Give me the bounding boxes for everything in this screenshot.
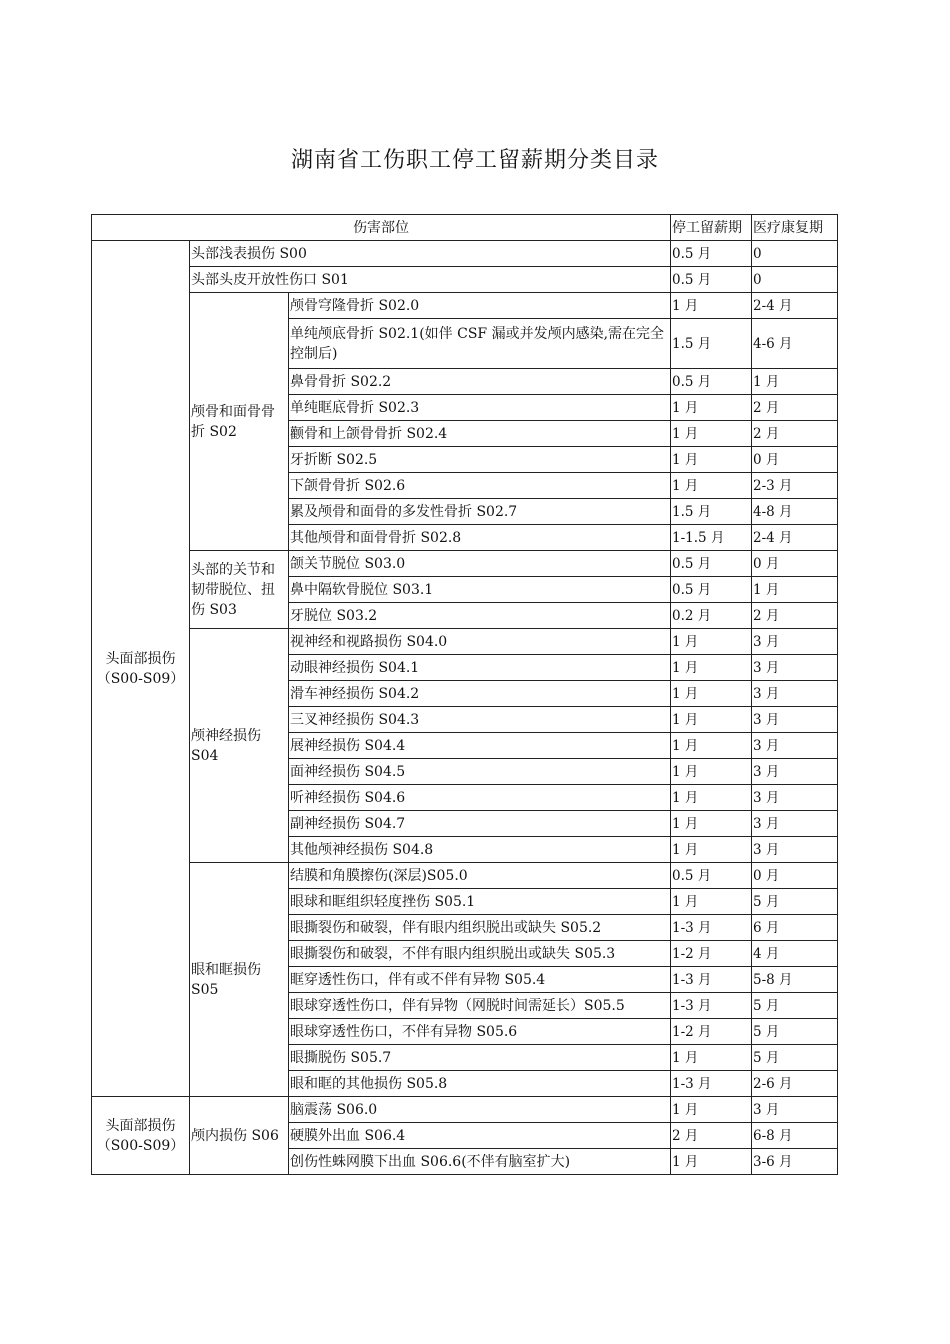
leave-value: 1 月 xyxy=(671,759,752,785)
injury-item: 眼和眶的其他损伤 S05.8 xyxy=(289,1071,671,1097)
injury-item: 颅骨穹隆骨折 S02.0 xyxy=(289,293,671,319)
injury-item: 单纯颅底骨折 S02.1(如伴 CSF 漏或并发颅内感染,需在完全控制后) xyxy=(289,319,671,369)
leave-value: 1 月 xyxy=(671,395,752,421)
injury-item: 眼球和眶组织轻度挫伤 S05.1 xyxy=(289,889,671,915)
rehab-value: 3 月 xyxy=(752,655,838,681)
injury-item: 滑车神经损伤 S04.2 xyxy=(289,681,671,707)
rehab-value: 3 月 xyxy=(752,681,838,707)
injury-item: 听神经损伤 S04.6 xyxy=(289,785,671,811)
leave-value: 0.5 月 xyxy=(671,577,752,603)
rehab-value: 3 月 xyxy=(752,837,838,863)
rehab-value: 6-8 月 xyxy=(752,1123,838,1149)
rehab-value: 5 月 xyxy=(752,1045,838,1071)
rehab-value: 0 月 xyxy=(752,447,838,473)
leave-value: 0.5 月 xyxy=(671,551,752,577)
leave-value: 1.5 月 xyxy=(671,319,752,369)
rehab-value: 2-4 月 xyxy=(752,293,838,319)
rehab-value: 6 月 xyxy=(752,915,838,941)
injury-item: 眶穿透性伤口，伴有或不伴有异物 S05.4 xyxy=(289,967,671,993)
injury-item: 动眼神经损伤 S04.1 xyxy=(289,655,671,681)
rehab-value: 2-3 月 xyxy=(752,473,838,499)
rehab-value: 1 月 xyxy=(752,577,838,603)
leave-value: 1 月 xyxy=(671,785,752,811)
group-s06: 颅内损伤 S06 xyxy=(190,1097,289,1175)
leave-value: 1-1.5 月 xyxy=(671,525,752,551)
injury-item: 眼撕裂伤和破裂，伴有眼内组织脱出或缺失 S05.2 xyxy=(289,915,671,941)
injury-item: 头部浅表损伤 S00 xyxy=(190,241,671,267)
leave-value: 1-3 月 xyxy=(671,915,752,941)
header-region: 伤害部位 xyxy=(92,215,671,241)
leave-value: 0.2 月 xyxy=(671,603,752,629)
injury-item: 面神经损伤 S04.5 xyxy=(289,759,671,785)
injury-item: 颌关节脱位 S03.0 xyxy=(289,551,671,577)
injury-item: 鼻骨骨折 S02.2 xyxy=(289,369,671,395)
table-row xyxy=(92,629,838,655)
leave-value: 0.5 月 xyxy=(671,267,752,293)
leave-value: 1 月 xyxy=(671,1045,752,1071)
rehab-value: 5 月 xyxy=(752,889,838,915)
leave-value: 2 月 xyxy=(671,1123,752,1149)
rehab-value: 0 月 xyxy=(752,551,838,577)
leave-value: 1-2 月 xyxy=(671,941,752,967)
header-rehab-period: 医疗康复期 xyxy=(752,215,838,241)
region-cell-continued: 头面部损伤（S00-S09） xyxy=(92,1097,190,1175)
rehab-value: 4-6 月 xyxy=(752,319,838,369)
rehab-value: 3 月 xyxy=(752,785,838,811)
table-row xyxy=(92,267,838,293)
table-row xyxy=(92,551,838,577)
rehab-value: 2-4 月 xyxy=(752,525,838,551)
rehab-value: 3 月 xyxy=(752,1097,838,1123)
injury-item: 眼球穿透性伤口，不伴有异物 S05.6 xyxy=(289,1019,671,1045)
rehab-value: 3 月 xyxy=(752,707,838,733)
leave-value: 1 月 xyxy=(671,447,752,473)
injury-item: 颧骨和上颌骨骨折 S02.4 xyxy=(289,421,671,447)
injury-item: 鼻中隔软骨脱位 S03.1 xyxy=(289,577,671,603)
leave-value: 0.5 月 xyxy=(671,863,752,889)
rehab-value: 5-8 月 xyxy=(752,967,838,993)
rehab-value: 3 月 xyxy=(752,811,838,837)
group-s03: 头部的关节和韧带脱位、扭伤 S03 xyxy=(190,551,289,629)
leave-value: 1 月 xyxy=(671,733,752,759)
injury-item: 牙脱位 S03.2 xyxy=(289,603,671,629)
rehab-value: 2-6 月 xyxy=(752,1071,838,1097)
rehab-value: 5 月 xyxy=(752,993,838,1019)
leave-value: 1 月 xyxy=(671,889,752,915)
injury-item: 视神经和视路损伤 S04.0 xyxy=(289,629,671,655)
leave-value: 1 月 xyxy=(671,655,752,681)
rehab-value: 5 月 xyxy=(752,1019,838,1045)
leave-value: 1-3 月 xyxy=(671,1071,752,1097)
injury-item: 硬膜外出血 S06.4 xyxy=(289,1123,671,1149)
leave-value: 1-3 月 xyxy=(671,993,752,1019)
injury-item: 眼撕裂伤和破裂，不伴有眼内组织脱出或缺失 S05.3 xyxy=(289,941,671,967)
rehab-value: 3 月 xyxy=(752,733,838,759)
leave-value: 1.5 月 xyxy=(671,499,752,525)
table-row xyxy=(92,1097,838,1123)
rehab-value: 0 xyxy=(752,241,838,267)
header-leave-period: 停工留薪期 xyxy=(671,215,752,241)
rehab-value: 3-6 月 xyxy=(752,1149,838,1175)
rehab-value: 2 月 xyxy=(752,603,838,629)
leave-value: 1 月 xyxy=(671,837,752,863)
leave-value: 0.5 月 xyxy=(671,369,752,395)
rehab-value: 2 月 xyxy=(752,421,838,447)
table-row xyxy=(92,293,838,319)
leave-value: 1 月 xyxy=(671,421,752,447)
injury-item: 创伤性蛛网膜下出血 S06.6(不伴有脑室扩大) xyxy=(289,1149,671,1175)
leave-value: 0.5 月 xyxy=(671,241,752,267)
group-s05: 眼和眶损伤 S05 xyxy=(190,863,289,1097)
injury-item: 其他颅骨和面骨骨折 S02.8 xyxy=(289,525,671,551)
injury-item: 头部头皮开放性伤口 S01 xyxy=(190,267,671,293)
leave-value: 1 月 xyxy=(671,473,752,499)
rehab-value: 0 xyxy=(752,267,838,293)
injury-item: 副神经损伤 S04.7 xyxy=(289,811,671,837)
leave-value: 1 月 xyxy=(671,293,752,319)
leave-value: 1 月 xyxy=(671,1097,752,1123)
injury-item: 其他颅神经损伤 S04.8 xyxy=(289,837,671,863)
page-title: 湖南省工伤职工停工留薪期分类目录 xyxy=(290,148,659,173)
injury-item: 牙折断 S02.5 xyxy=(289,447,671,473)
injury-item: 三叉神经损伤 S04.3 xyxy=(289,707,671,733)
injury-item: 单纯眶底骨折 S02.3 xyxy=(289,395,671,421)
injury-item: 累及颅骨和面骨的多发性骨折 S02.7 xyxy=(289,499,671,525)
leave-period-table xyxy=(91,214,838,1175)
rehab-value: 1 月 xyxy=(752,369,838,395)
table-header-row xyxy=(92,215,838,241)
injury-item: 下颌骨骨折 S02.6 xyxy=(289,473,671,499)
rehab-value: 3 月 xyxy=(752,759,838,785)
group-s04: 颅神经损伤 S04 xyxy=(190,629,289,863)
rehab-value: 4-8 月 xyxy=(752,499,838,525)
injury-item: 展神经损伤 S04.4 xyxy=(289,733,671,759)
table-row xyxy=(92,863,838,889)
injury-item: 脑震荡 S06.0 xyxy=(289,1097,671,1123)
leave-value: 1 月 xyxy=(671,629,752,655)
leave-value: 1-3 月 xyxy=(671,967,752,993)
table-row xyxy=(92,241,838,267)
region-cell: 头面部损伤（S00-S09） xyxy=(92,241,190,1097)
injury-item: 眼撕脱伤 S05.7 xyxy=(289,1045,671,1071)
injury-item: 结膜和角膜擦伤(深层)S05.0 xyxy=(289,863,671,889)
leave-value: 1 月 xyxy=(671,707,752,733)
leave-value: 1-2 月 xyxy=(671,1019,752,1045)
injury-item: 眼球穿透性伤口，伴有异物（网脱时间需延长）S05.5 xyxy=(289,993,671,1019)
rehab-value: 0 月 xyxy=(752,863,838,889)
rehab-value: 4 月 xyxy=(752,941,838,967)
leave-value: 1 月 xyxy=(671,681,752,707)
leave-value: 1 月 xyxy=(671,1149,752,1175)
group-s02: 颅骨和面骨骨折 S02 xyxy=(190,293,289,551)
rehab-value: 2 月 xyxy=(752,395,838,421)
rehab-value: 3 月 xyxy=(752,629,838,655)
leave-value: 1 月 xyxy=(671,811,752,837)
